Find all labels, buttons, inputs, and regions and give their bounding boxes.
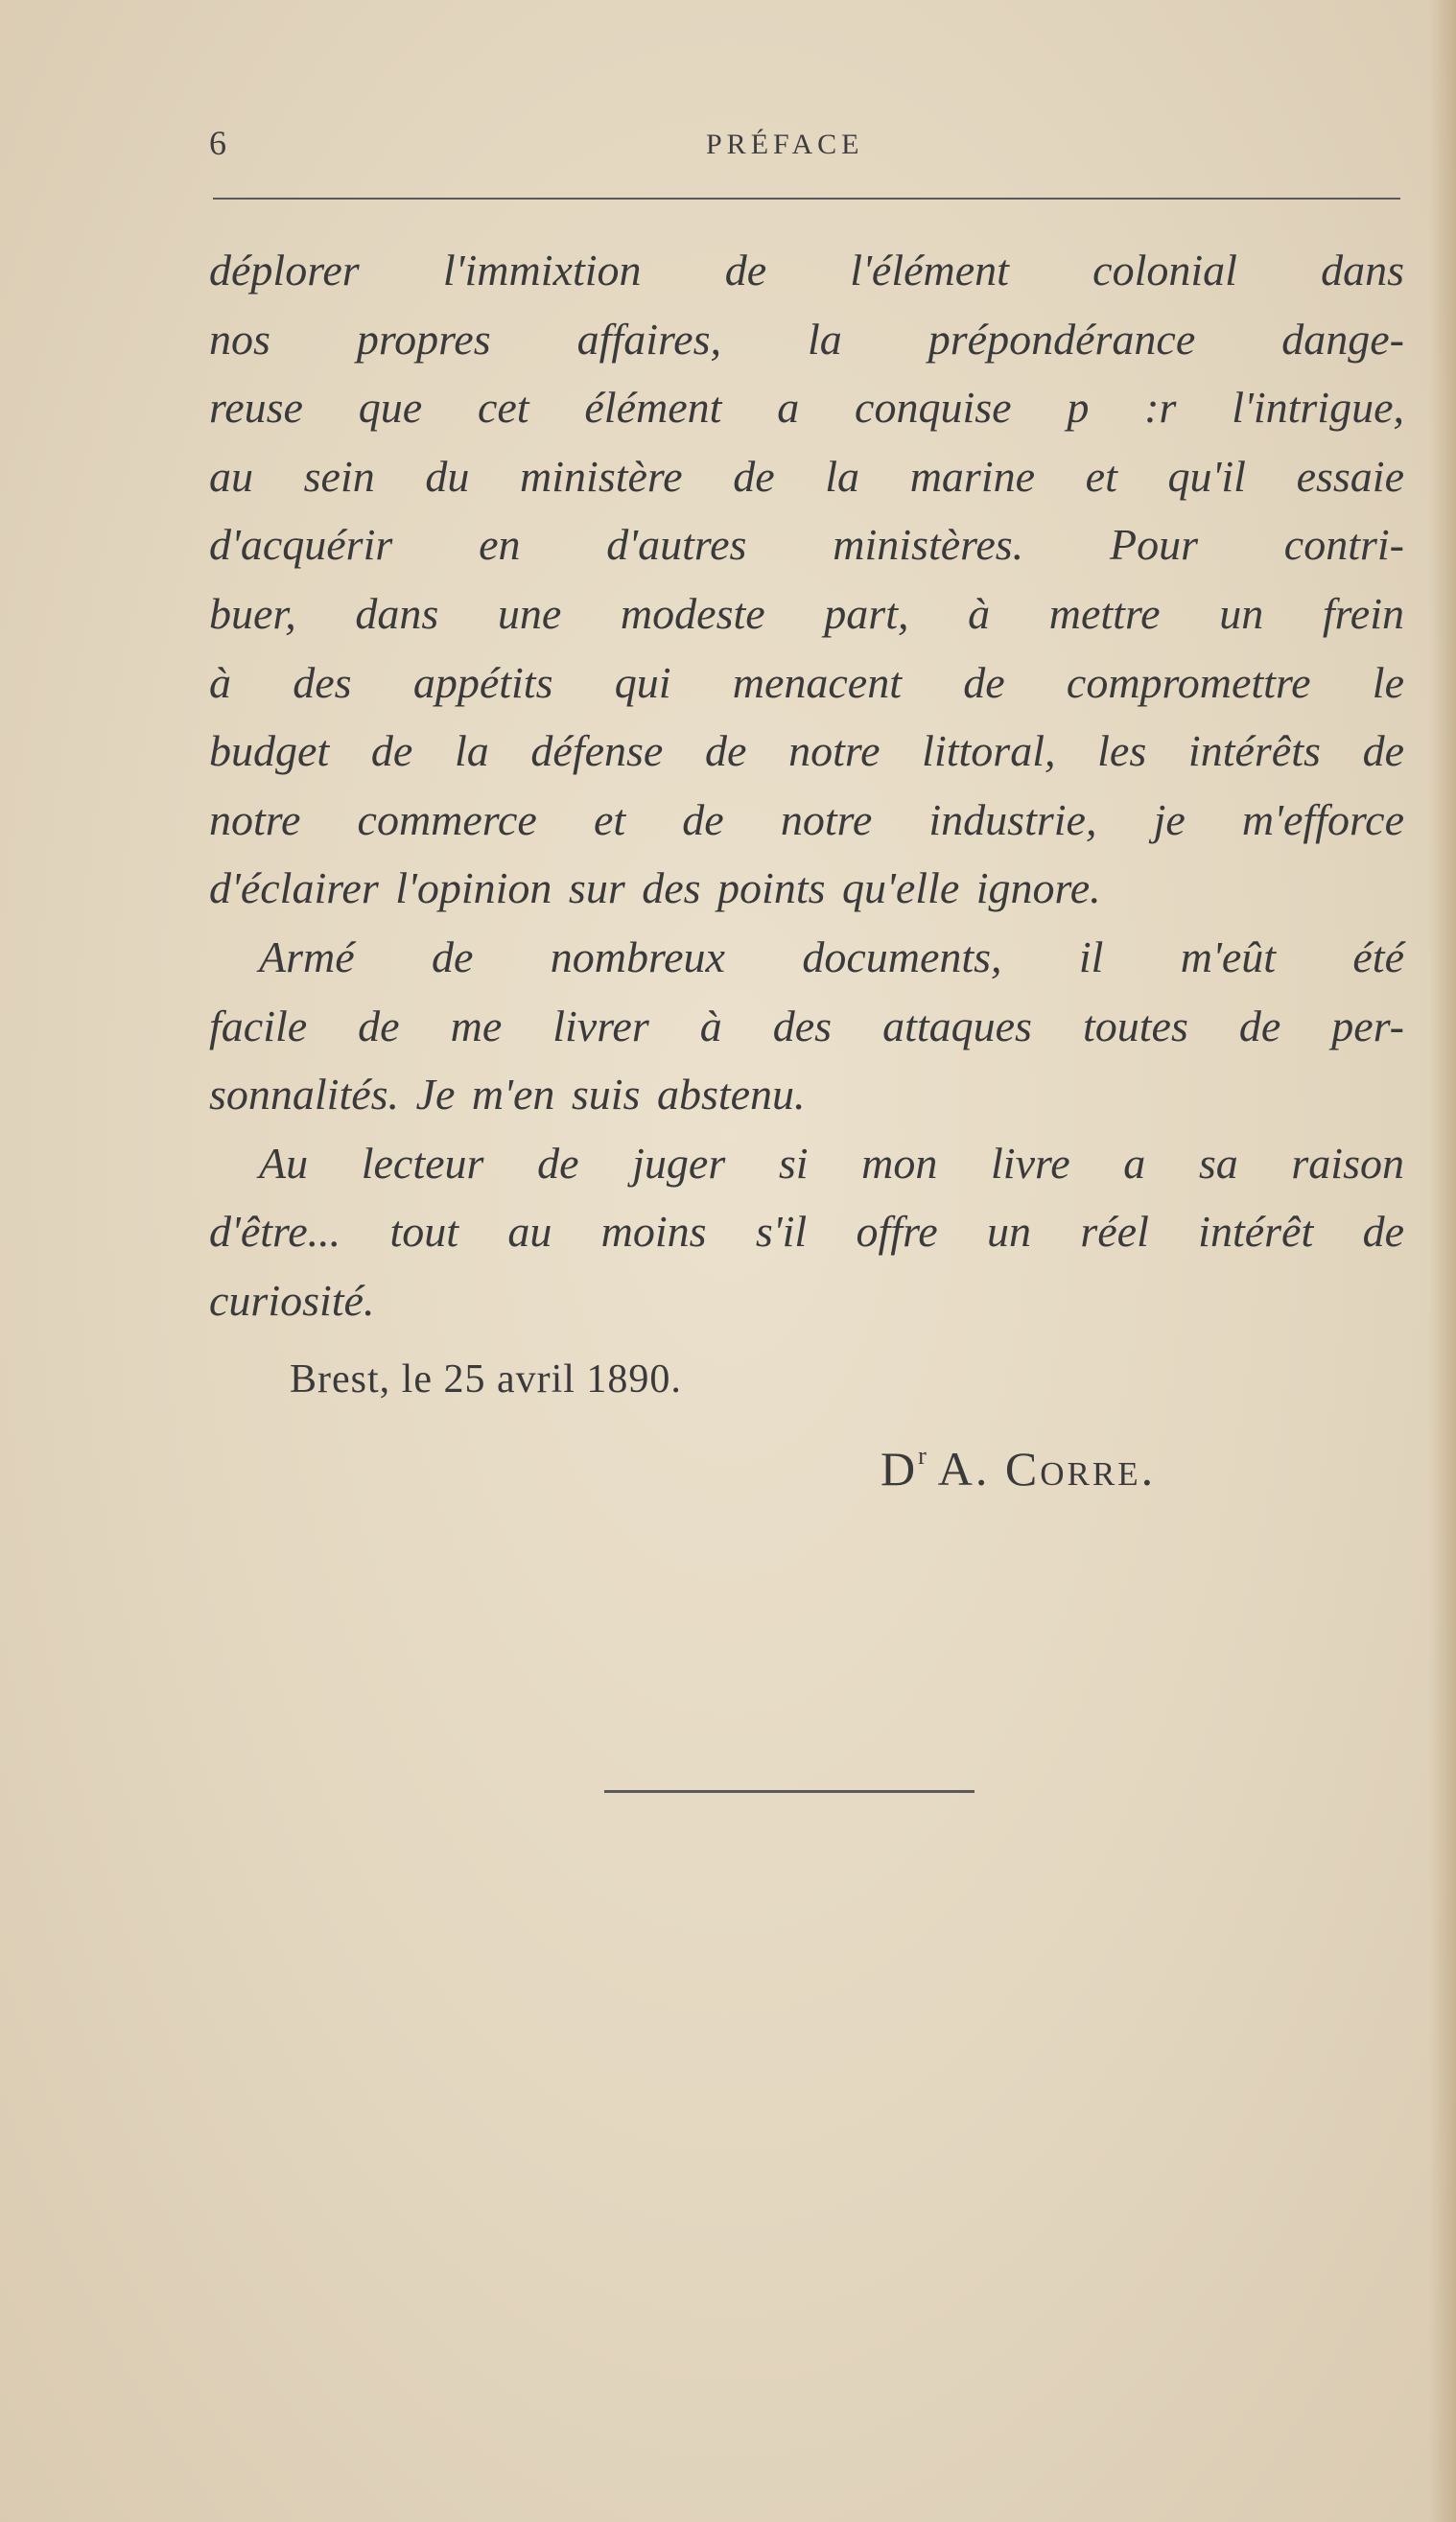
header-rule [213, 198, 1400, 200]
preface-body [209, 236, 1404, 1335]
signature-title: D [881, 1442, 919, 1496]
body-line: déplorer l'immixtion de l'élément colonial dans [209, 246, 1404, 295]
body-line: sonnalités. Je m'en suis abstenu. [209, 1070, 806, 1120]
body-line: notre commerce et de notre industrie, je m'efforce [209, 794, 1404, 844]
page-edge-shadow [1429, 0, 1456, 2522]
running-head: PRÉFACE [706, 129, 864, 160]
body-line: facile de me livrer à des attaques toutes de per- [209, 1001, 1404, 1050]
body-line: d'éclairer l'opinion sur des points qu'elle ignore. [209, 863, 1101, 913]
body-line: Armé de nombreux documents, il m'eût été [259, 931, 1404, 981]
body-line: curiosité. [209, 1275, 375, 1325]
signature-title-superscript: r [918, 1442, 927, 1470]
body-line: budget de la défense de notre littoral, les intérêts de [209, 726, 1404, 776]
body-line: d'être... tout au moins s'il offre un réel intérêt de [209, 1207, 1404, 1257]
body-line: à des appétits qui menacent de compromettre le [209, 657, 1404, 707]
body-line: Au lecteur de juger si mon livre a sa raison [259, 1138, 1404, 1188]
body-line: reuse que cet élément a conquise p :r l'intrigue, [209, 383, 1404, 433]
signature [881, 1441, 1156, 1497]
body-line: nos propres affaires, la prépondérance dange- [209, 314, 1404, 364]
body-line: au sein du ministère de la marine et qu'il essaie [209, 451, 1404, 501]
signature-name: A. Corre. [937, 1442, 1157, 1496]
end-rule [604, 1790, 975, 1793]
dateline: Brest, le 25 avril 1890. [290, 1357, 682, 1402]
body-line: d'acquérir en d'autres ministères. Pour contri- [209, 520, 1404, 570]
page-number: 6 [209, 124, 226, 162]
body-line: buer, dans une modeste part, à mettre un frein [209, 588, 1404, 638]
page-header [209, 123, 1400, 171]
